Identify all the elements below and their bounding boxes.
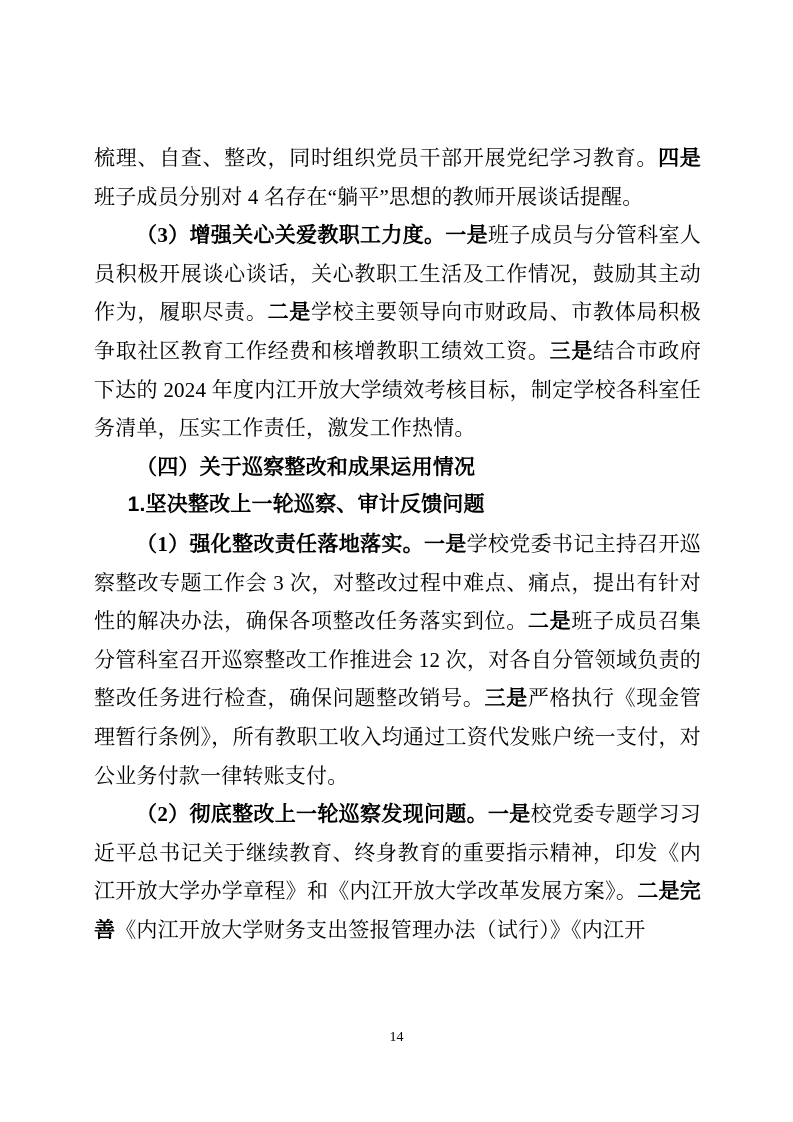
text-run: 《内江开放大学财务支出签报管理办法（试行）》《内江开 <box>115 917 646 942</box>
text-run: 班子成员与分管科室人员积极开展谈心谈话，关心教职工生活及工作情况，鼓励其主动作为，履职尽责。 <box>94 223 701 325</box>
paragraph <box>94 216 701 448</box>
document-body <box>94 139 701 949</box>
paragraph <box>94 139 701 216</box>
paragraph <box>94 795 701 949</box>
text-run: 二是完善 <box>94 879 701 942</box>
text-run: 梳理、自查、整改，同时组织党员干部开展党纪学习教育。 <box>94 146 659 170</box>
text-run: 1.坚决整改上一轮巡察、审计反馈问题 <box>127 493 485 517</box>
paragraph <box>94 486 701 525</box>
text-run: 班子成员分别对 4 名存在“躺平”思想的教师开展谈话提醒。 <box>94 184 644 209</box>
paragraph <box>94 448 701 487</box>
text-run: 二是 <box>267 300 311 325</box>
text-run: 校党委专题学习习近平总书记关于继续教育、终身教育的重要指示精神，印发《内江开放大学办学章程》和《内江开放大学改革发展方案》。 <box>94 802 701 904</box>
text-run: 学校党委书记主持召开巡察整改专题工作会 3 次，对整改过程中难点、痛点，提出有针对性的解决办法，确保各项整改任务落实到位。 <box>94 531 701 634</box>
text-run: 学校主要领导向市财政局、市教体局积极争取社区教育工作经费和核增教职工绩效工资。 <box>94 300 701 363</box>
text-run: （四）关于巡察整改和成果运用情况 <box>136 454 476 479</box>
text-run: 班子成员召集分管科室召开巡察整改工作推进会 12 次，对各自分管领域负责的整改任务进行检查，确保问题整改销号。 <box>94 609 702 711</box>
text-run: 二是 <box>527 609 572 634</box>
text-run: 三是 <box>549 338 594 363</box>
paragraph <box>94 525 701 795</box>
text-run: 四是 <box>658 146 701 170</box>
text-run: 结合市政府下达的 2024 年度内江开放大学绩效考核目标，制定学校各科室任务清单，压实工作责任，激发工作热情。 <box>94 338 702 441</box>
page-number: 14 <box>389 1030 404 1045</box>
text-run: （1）强化整改责任落地落实。一是 <box>136 531 467 556</box>
page-footer <box>0 1028 793 1048</box>
text-run: （3）增强关心关爱教职工力度。一是 <box>136 223 488 248</box>
text-run: 严格执行《现金管理暂行条例》，所有教职工收入均通过工资代发账户统一支付，对公业务付款一律转账支付。 <box>94 686 701 788</box>
text-run: （2）彻底整改上一轮巡察发现问题。一是 <box>136 802 531 827</box>
text-run: 三是 <box>484 686 528 711</box>
